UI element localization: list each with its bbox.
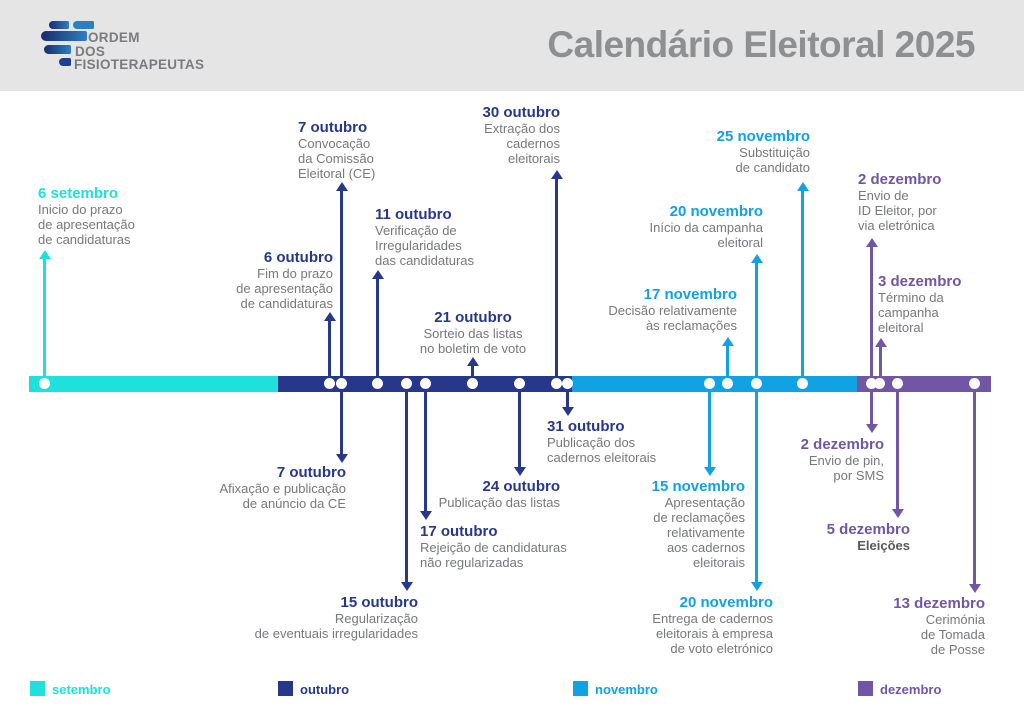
timeline-event	[893, 595, 985, 657]
event-arrow-line	[340, 392, 343, 454]
logo-mark-bar	[73, 21, 94, 29]
event-description: Convocação da Comissão Eleitoral (CE)	[298, 136, 376, 181]
event-description: Envio de pin, por SMS	[808, 453, 884, 483]
arrow-down-icon	[751, 582, 763, 591]
arrow-up-icon	[39, 250, 51, 259]
event-arrow-line	[424, 392, 427, 511]
arrow-up-icon	[751, 254, 763, 263]
legend-swatch	[573, 681, 588, 696]
event-date: 31 outubro	[547, 418, 625, 435]
event-date: 17 outubro	[420, 523, 498, 540]
event-date: 13 dezembro	[893, 595, 985, 612]
timeline-dot	[372, 378, 383, 389]
legend-label: outubro	[300, 682, 350, 697]
timeline-event	[801, 436, 884, 483]
arrow-up-icon	[797, 182, 809, 191]
event-description: Regularização de eventuais irregularidades	[254, 611, 418, 641]
event-date: 15 outubro	[340, 594, 418, 611]
timeline-dot	[562, 378, 573, 389]
timeline-event	[717, 128, 810, 175]
arrow-up-icon	[324, 312, 336, 321]
arrow-up-icon	[866, 238, 878, 247]
timeline-event	[878, 273, 961, 335]
event-description: Término da campanha eleitoral	[878, 290, 944, 335]
timeline-event	[439, 478, 560, 510]
legend-swatch	[858, 681, 873, 696]
arrow-up-icon	[372, 270, 384, 279]
timeline-dot	[892, 378, 903, 389]
event-date: 25 novembro	[716, 128, 810, 145]
event-date: 21 outubro	[434, 309, 512, 326]
arrow-down-icon	[969, 584, 981, 593]
arrow-down-icon	[892, 509, 904, 518]
timeline-event	[298, 119, 375, 181]
timeline-event	[652, 594, 773, 656]
legend-label: novembro	[595, 682, 658, 697]
event-description: Verificação de Irregularidades das candidaturas	[375, 223, 475, 268]
event-description: Extração dos cadernos eleitorais	[484, 121, 560, 166]
event-arrow-line	[405, 392, 408, 582]
event-description: Substituição de candidato	[735, 145, 810, 175]
event-arrow-line	[879, 346, 882, 376]
timeline-event	[547, 418, 656, 465]
logo-mark-bar	[41, 31, 87, 41]
event-arrow-line	[43, 258, 46, 376]
event-description: Envio de ID Eleitor, por via eletrónica	[858, 188, 937, 233]
timeline-dot	[797, 378, 808, 389]
timeline-event	[255, 594, 418, 641]
timeline-dot	[324, 378, 335, 389]
arrow-down-icon	[420, 511, 432, 520]
timeline-event	[650, 203, 763, 250]
timeline-event	[38, 185, 135, 247]
event-date: 7 outubro	[298, 119, 368, 136]
arrow-down-icon	[336, 454, 348, 463]
event-arrow-line	[708, 392, 711, 467]
event-date: 17 novembro	[643, 286, 737, 303]
event-description: Cerimónia de Tomada de Posse	[920, 612, 985, 657]
logo-text-line: DOS	[75, 44, 106, 59]
event-date: 5 dezembro	[826, 521, 910, 538]
event-arrow-line	[340, 190, 343, 376]
event-date: 20 novembro	[669, 203, 763, 220]
event-date: 20 novembro	[679, 594, 773, 611]
event-description: Publicação das listas	[438, 495, 560, 510]
event-description: Afixação e publicação de anúncio da CE	[219, 481, 346, 511]
logo-text-line: FISIOTERAPEUTAS	[74, 57, 205, 72]
timeline-dot	[467, 378, 478, 389]
arrow-down-icon	[401, 582, 413, 591]
arrow-down-icon	[562, 407, 574, 416]
timeline-dot	[704, 378, 715, 389]
timeline-event	[858, 171, 941, 233]
timeline-segment-setembro	[29, 376, 278, 392]
timeline-dot	[722, 378, 733, 389]
event-arrow-line	[973, 392, 976, 584]
event-description: Publicação dos cadernos eleitorais	[547, 435, 657, 465]
event-description: Início da campanha eleitoral	[649, 220, 763, 250]
arrow-up-icon	[336, 182, 348, 191]
event-arrow-line	[566, 392, 569, 407]
event-description: Entrega de cadernos eleitorais à empresa de voto eletrónico	[652, 611, 773, 656]
timeline-dot	[401, 378, 412, 389]
timeline-event	[375, 206, 474, 268]
logo	[30, 10, 250, 82]
event-date: 7 outubro	[276, 464, 346, 481]
event-arrow-line	[518, 392, 521, 467]
page-title: Calendário Eleitoral 2025	[547, 24, 975, 65]
timeline-dot	[874, 378, 885, 389]
event-description: Inicio do prazo de apresentação de candidaturas	[38, 202, 135, 247]
event-description: Eleições	[857, 538, 910, 553]
event-description: Fim do prazo de apresentação de candidaturas	[236, 266, 333, 311]
arrow-up-icon	[551, 170, 563, 179]
logo-mark-bar	[59, 58, 71, 66]
event-date: 15 novembro	[651, 478, 745, 495]
event-arrow-line	[471, 365, 474, 376]
header	[0, 0, 1024, 91]
timeline-event	[483, 104, 561, 166]
arrow-down-icon	[866, 424, 878, 433]
event-date: 30 outubro	[482, 104, 560, 121]
timeline-dot	[751, 378, 762, 389]
timeline-event	[420, 523, 567, 570]
event-description: Rejeição de candidaturas não regularizadas	[420, 540, 567, 570]
timeline-dot	[39, 378, 50, 389]
event-date: 2 dezembro	[858, 171, 942, 188]
timeline-event	[363, 309, 583, 356]
timeline-event	[608, 286, 737, 333]
event-description: Sorteio das listas no boletim de voto	[419, 326, 527, 356]
legend-label: dezembro	[880, 682, 942, 697]
logo-text-line: ORDEM	[88, 30, 140, 45]
event-arrow-line	[801, 190, 804, 376]
event-description: Apresentação de reclamações relativamente aos cadernos eleitorais	[653, 495, 745, 570]
event-arrow-line	[726, 345, 729, 376]
arrow-up-icon	[722, 337, 734, 346]
arrow-down-icon	[704, 467, 716, 476]
event-date: 24 outubro	[482, 478, 560, 495]
arrow-up-icon	[875, 338, 887, 347]
event-arrow-line	[328, 320, 331, 376]
event-arrow-line	[870, 392, 873, 424]
timeline-event	[220, 464, 346, 511]
legend-swatch	[30, 681, 45, 696]
event-arrow-line	[755, 262, 758, 376]
event-date: 11 outubro	[375, 206, 452, 223]
event-date: 6 setembro	[38, 185, 119, 202]
event-date: 6 outubro	[263, 249, 333, 266]
event-arrow-line	[755, 392, 758, 582]
arrow-up-icon	[467, 357, 479, 366]
timeline-event	[236, 249, 333, 311]
legend-swatch	[278, 681, 293, 696]
timeline-event	[827, 521, 910, 553]
event-date: 3 dezembro	[878, 273, 962, 290]
logo-mark-bar	[44, 45, 71, 54]
timeline-dot	[336, 378, 347, 389]
timeline-event	[652, 478, 745, 570]
timeline-dot	[514, 378, 525, 389]
arrow-down-icon	[514, 467, 526, 476]
timeline-dot	[969, 378, 980, 389]
timeline-dot	[551, 378, 562, 389]
event-date: 2 dezembro	[800, 436, 884, 453]
event-arrow-line	[896, 392, 899, 509]
event-arrow-line	[870, 246, 873, 376]
logo-mark-bar	[49, 21, 69, 29]
legend-label: setembro	[52, 682, 111, 697]
timeline-dot	[420, 378, 431, 389]
event-description: Decisão relativamente às reclamações	[608, 303, 737, 333]
